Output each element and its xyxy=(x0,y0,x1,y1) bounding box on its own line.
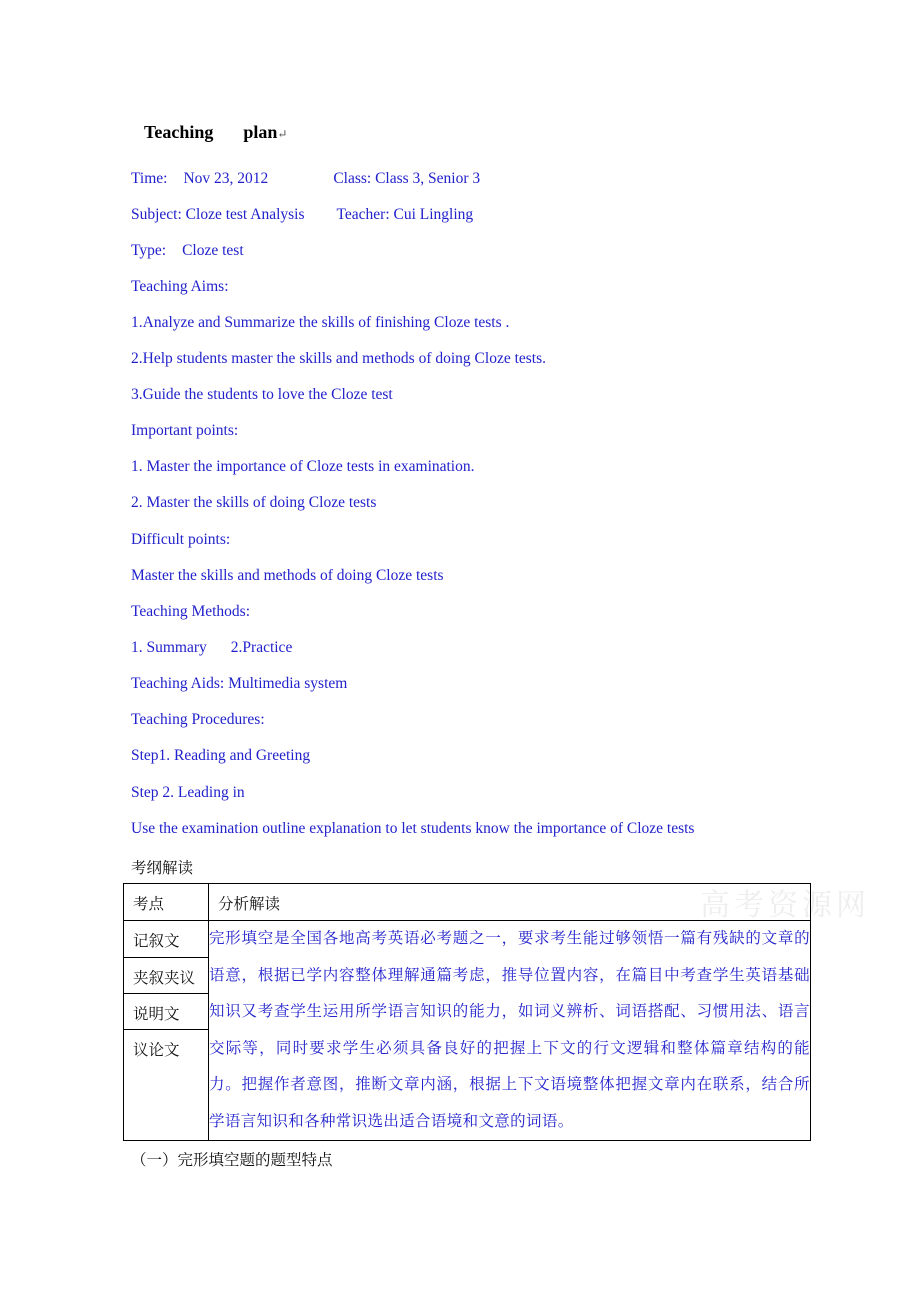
aim-item: 1.Analyze and Summarize the skills of finishing Cloze tests . xyxy=(131,314,510,331)
watermark: 高考资源网 xyxy=(700,889,870,922)
section-heading: （一）完形填空题的题型特点 xyxy=(131,1152,333,1169)
teaching-methods-heading: Teaching Methods: xyxy=(131,603,251,620)
document-title xyxy=(144,122,287,143)
class-info: Class: Class 3, Senior 3 xyxy=(333,170,481,187)
difficult-points-text: Master the skills and methods of doing Cloze tests xyxy=(131,567,444,584)
teaching-methods-list xyxy=(131,639,292,657)
step-2: Step 2. Leading in xyxy=(131,784,245,801)
important-points-heading: Important points: xyxy=(131,422,239,439)
outline-heading: 考纲解读 xyxy=(131,860,194,877)
title-word-teaching: Teaching xyxy=(144,122,214,142)
genre-item: 议论文 xyxy=(124,1029,208,1065)
teaching-aims-heading: Teaching Aims: xyxy=(131,278,229,295)
subject-teacher-line xyxy=(131,206,473,224)
subject-info: Subject: Cloze test Analysis xyxy=(131,206,305,223)
paragraph-mark: ↵ xyxy=(277,127,288,141)
table-header-row xyxy=(124,884,811,921)
important-item: 1. Master the importance of Cloze tests in examination. xyxy=(131,458,475,475)
aim-item: 2.Help students master the skills and methods of doing Cloze tests. xyxy=(131,350,547,367)
type-label: Type: xyxy=(131,242,167,259)
time-label: Time: xyxy=(131,170,168,187)
step-1: Step1. Reading and Greeting xyxy=(131,747,311,764)
time-value: Nov 23, 2012 xyxy=(183,170,269,187)
important-item: 2. Master the skills of doing Cloze tests xyxy=(131,494,377,511)
analysis-description: 完形填空是全国各地高考英语必考题之一，要求考生能过够领悟一篇有残缺的文章的语意，根据已学内容整体理解通篇考虑，推导位置内容，在篇目中考查学生英语基础知识又考查学生运用所学语言知识的能力，如词义辨析、词语搭配、习惯用法、语言交际等，同时要求学生必须具备良好的把握上下文的行文逻辑和整体篇章结构的能力。把握作者意图，推断文章内涵，根据上下文语境整体把握文章内在联系，结合所学语言知识和各种常识选出适合语境和文意的词语。 xyxy=(209,921,811,1141)
method-item: 2.Practice xyxy=(230,639,293,656)
outline-table xyxy=(123,883,811,1141)
procedure-text: Use the examination outline explanation to let students know the importance of Cloze tests xyxy=(131,820,695,837)
teaching-aids: Teaching Aids: Multimedia system xyxy=(131,675,348,692)
type-line xyxy=(131,242,244,260)
header-cell-analysis: 分析解读 xyxy=(209,884,811,921)
method-item: 1. Summary xyxy=(131,639,207,656)
aim-item: 3.Guide the students to love the Cloze test xyxy=(131,386,393,403)
time-class-line xyxy=(131,170,480,188)
genre-item: 夹叙夹议 xyxy=(124,957,208,993)
title-word-plan: plan xyxy=(243,122,278,142)
difficult-points-heading: Difficult points: xyxy=(131,531,231,548)
header-cell-topic: 考点 xyxy=(124,884,209,921)
genre-item: 说明文 xyxy=(124,993,208,1029)
teaching-procedures-heading: Teaching Procedures: xyxy=(131,711,265,728)
genre-item: 记叙文 xyxy=(133,933,180,950)
type-value: Cloze test xyxy=(182,242,244,259)
teacher-info: Teacher: Cui Lingling xyxy=(336,206,474,223)
table-row xyxy=(124,921,811,1141)
genre-cell xyxy=(124,921,209,1141)
